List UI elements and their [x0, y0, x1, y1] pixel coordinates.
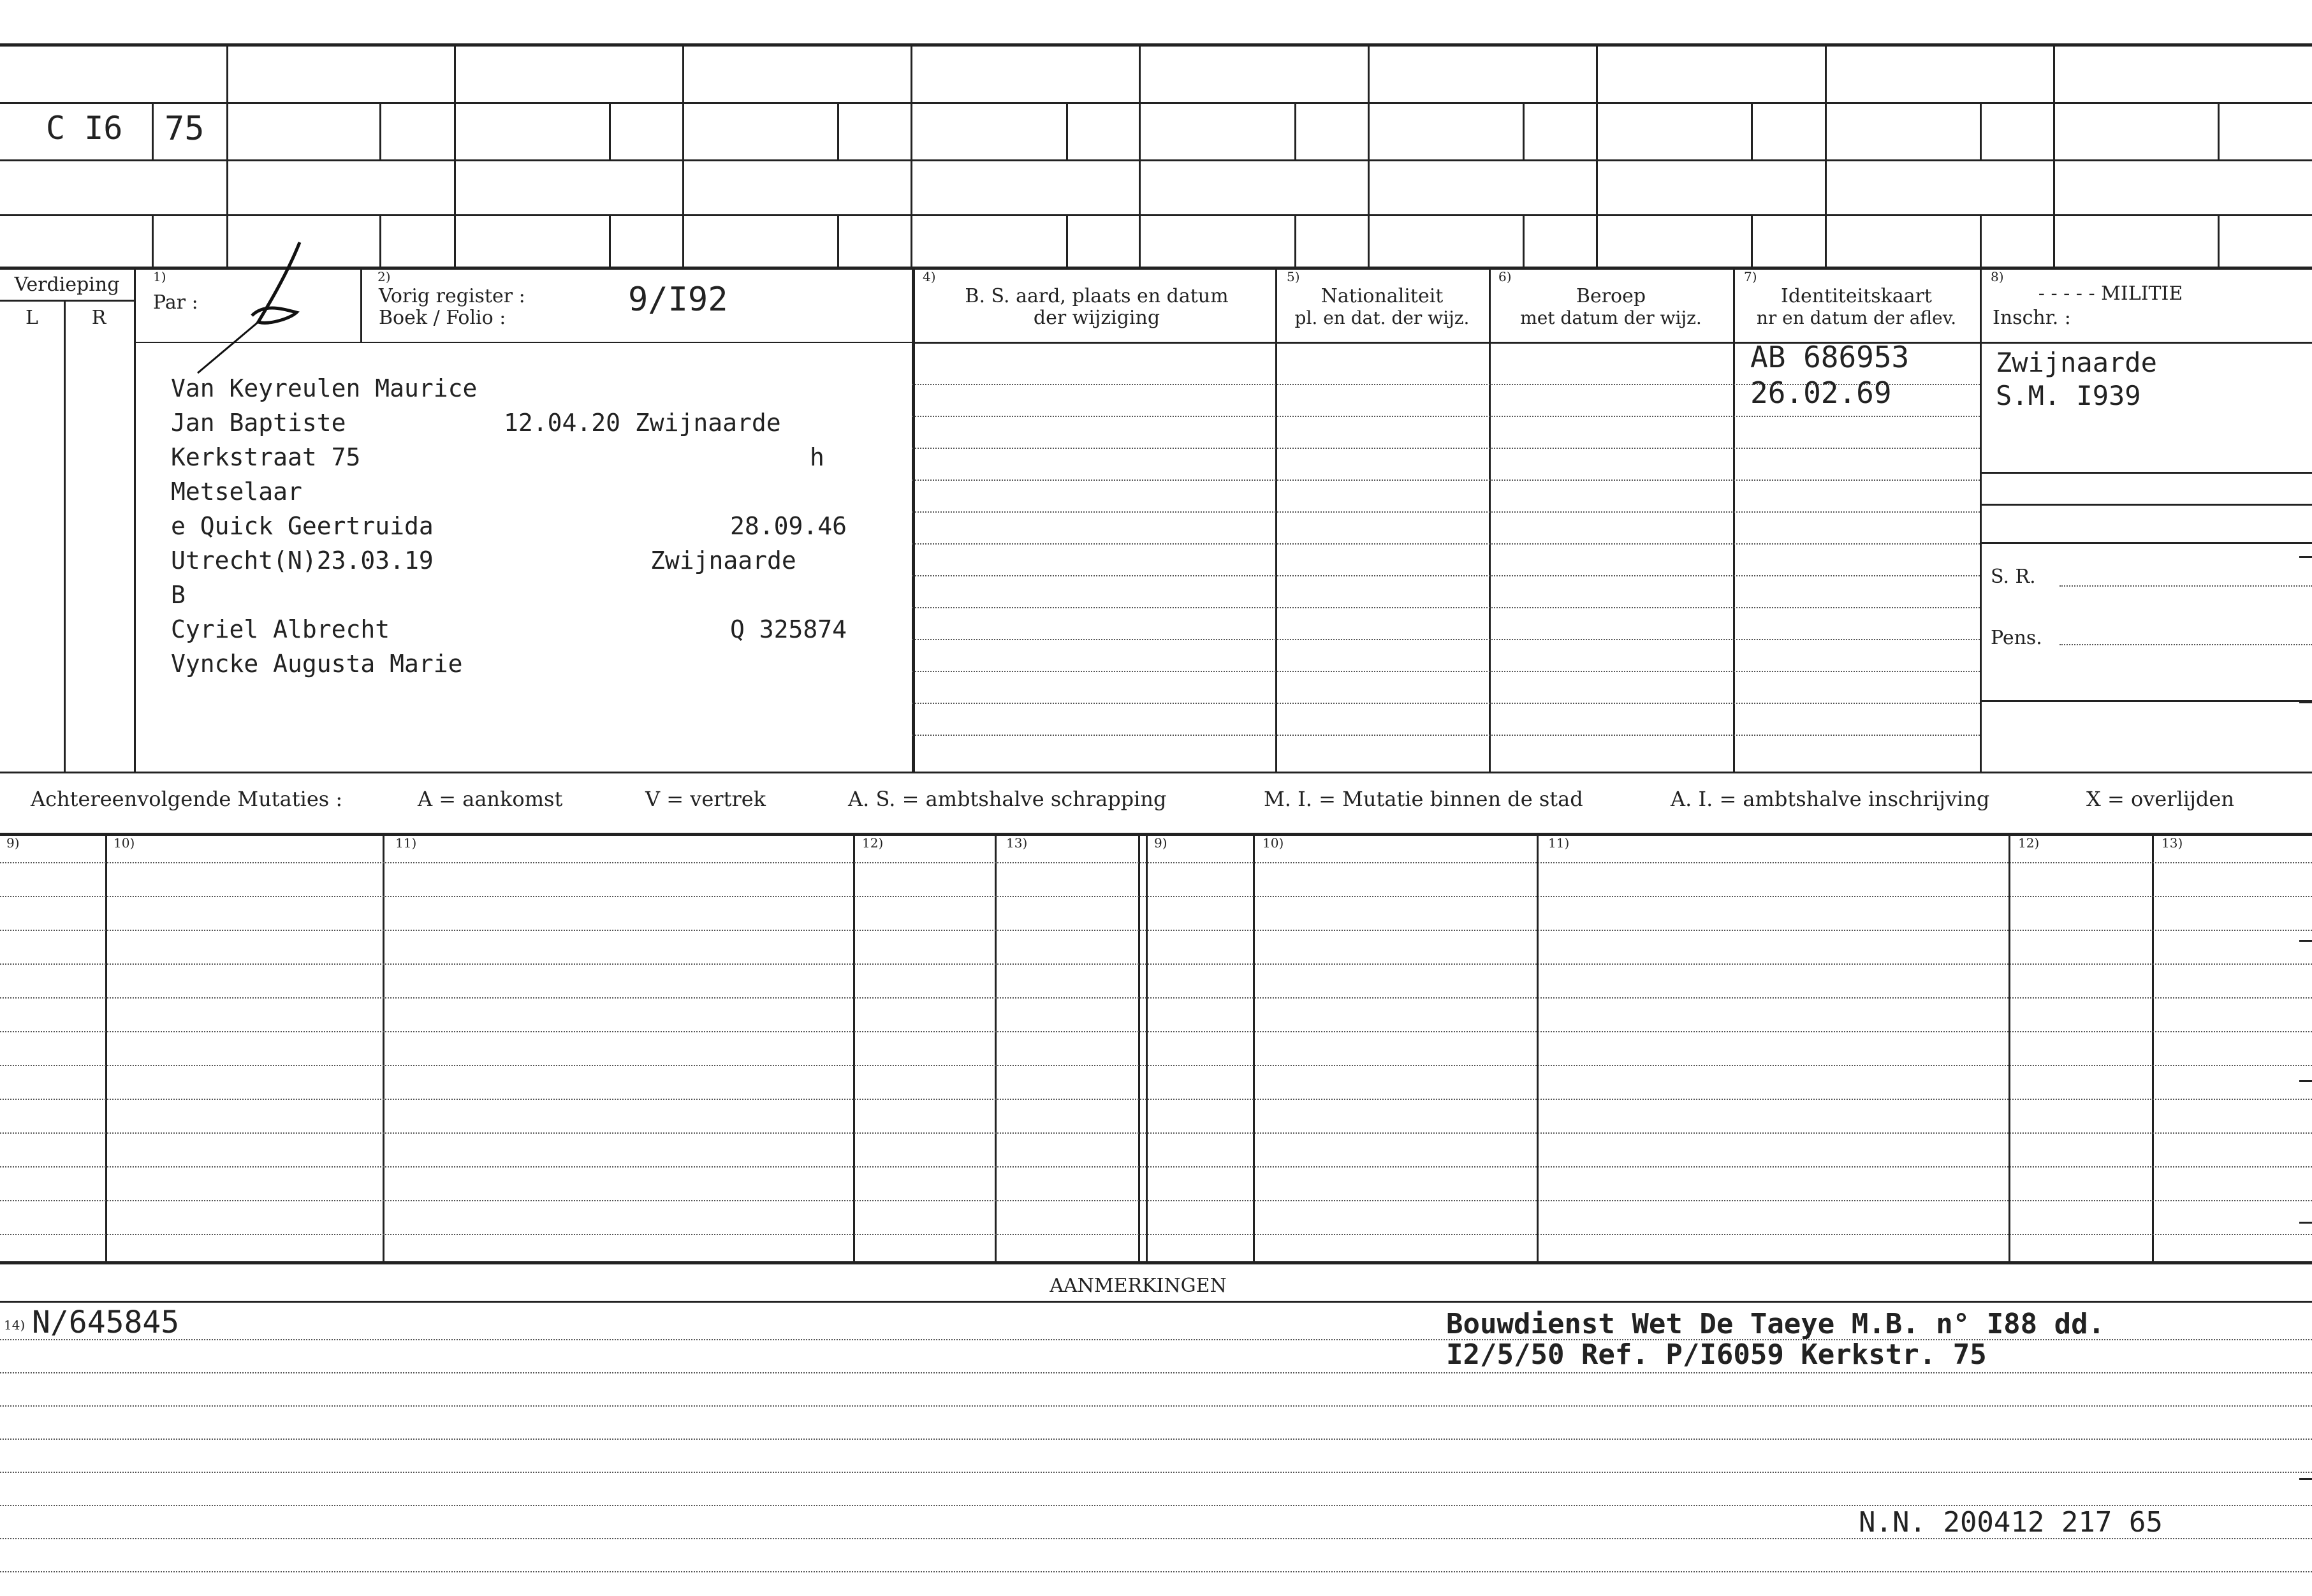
col4-line2: der wijziging: [1033, 307, 1160, 329]
mut-col-11b: 11): [1548, 835, 1570, 851]
mut-col-11a: 11): [395, 835, 417, 851]
col1-number: 1): [153, 269, 166, 284]
mutaties-title: Achtereenvolgende Mutaties :: [31, 787, 343, 811]
sr-label: S. R.: [1991, 566, 2036, 588]
person-line-3: Kerkstraat 75: [171, 443, 361, 471]
col8-line2: Inschr. :: [1993, 307, 2071, 329]
mut-col-13b: 13): [2162, 835, 2183, 851]
aanmerkingen-number: 14): [4, 1317, 26, 1333]
nn-number: N.N. 200412 217 65: [1859, 1506, 2163, 1539]
person-line-4: Metselaar: [171, 478, 302, 506]
verdieping-header: Verdieping: [14, 274, 120, 296]
mutatie-mi: M. I. = Mutatie binnen de stad: [1264, 787, 1583, 811]
person-line-5: e Quick Geertruida: [171, 512, 434, 540]
mutatie-as: A. S. = ambtshalve schrapping: [848, 787, 1167, 811]
col5-line2: pl. en dat. der wijz.: [1294, 307, 1470, 328]
marriage-place: Zwijnaarde: [650, 546, 796, 575]
person-line-2: Jan Baptiste: [171, 409, 346, 437]
col8-number: 8): [1991, 269, 2004, 284]
q-number: Q 325874: [730, 615, 847, 643]
mutatie-ai: A. I. = ambtshalve inschrijving: [1671, 787, 1990, 811]
person-line-8: Cyriel Albrecht: [171, 615, 390, 643]
pens-label: Pens.: [1991, 627, 2042, 649]
marriage-date: 28.09.46: [730, 512, 847, 540]
mutatie-x: X = overlijden: [2086, 787, 2234, 811]
col7-number: 7): [1744, 269, 1757, 284]
bouwdienst-note-line2: I2/5/50 Ref. P/I6059 Kerkstr. 75: [1446, 1338, 1987, 1371]
col7-line2: nr en datum der aflev.: [1756, 307, 1957, 328]
person-line-1: Van Keyreulen Maurice: [171, 374, 478, 402]
aanmerkingen-ref: N/645845: [32, 1305, 180, 1340]
mut-col-9a: 9): [6, 835, 20, 851]
top-number: 75: [165, 110, 205, 148]
col6-line1: Beroep: [1576, 285, 1646, 307]
h-mark: h: [810, 443, 824, 471]
col2-number: 2): [377, 269, 391, 284]
col4-line1: B. S. aard, plaats en datum: [965, 285, 1229, 307]
col2-line2: Boek / Folio :: [379, 307, 506, 329]
mutatie-v: V = vertrek: [645, 787, 766, 811]
mut-col-10b: 10): [1262, 835, 1284, 851]
vorig-register-value: 9/I92: [628, 281, 728, 319]
col6-line2: met datum der wijz.: [1520, 307, 1702, 328]
col7-line1: Identiteitskaart: [1781, 285, 1932, 307]
person-line-7: B: [171, 581, 186, 609]
mut-col-9b: 9): [1154, 835, 1167, 851]
militie-sm: S.M. I939: [1996, 380, 2141, 411]
verdieping-l: L: [26, 307, 38, 329]
birth-date-place: 12.04.20 Zwijnaarde: [504, 409, 781, 437]
id-card-date: 26.02.69: [1750, 376, 1892, 410]
person-name-block: [171, 371, 477, 681]
aanmerkingen-title: AANMERKINGEN: [1050, 1275, 1227, 1297]
verdieping-r: R: [91, 307, 106, 329]
person-line-9: Vyncke Augusta Marie: [171, 650, 463, 678]
col2-line1: Vorig register :: [379, 285, 525, 307]
mutatie-a: A = aankomst: [418, 787, 563, 811]
col5-line1: Nationaliteit: [1321, 285, 1444, 307]
handwritten-mark: [179, 236, 319, 383]
col4-number: 4): [923, 269, 936, 284]
mut-col-12b: 12): [2018, 835, 2040, 851]
col8-line1: - - - - - MILITIE: [2038, 282, 2183, 305]
col6-number: 6): [1498, 269, 1512, 284]
militie-place: Zwijnaarde: [1996, 347, 2157, 378]
col5-number: 5): [1287, 269, 1300, 284]
id-card-number: AB 686953: [1750, 340, 1910, 374]
person-line-6: Utrecht(N)23.03.19: [171, 546, 434, 575]
bouwdienst-note-line1: Bouwdienst Wet De Taeye M.B. n° I88 dd.: [1446, 1308, 2105, 1340]
mut-col-10a: 10): [113, 835, 135, 851]
top-code: C I6: [46, 110, 123, 147]
mut-col-13a: 13): [1006, 835, 1028, 851]
col1-label: Par :: [153, 291, 198, 314]
mut-col-12a: 12): [862, 835, 884, 851]
